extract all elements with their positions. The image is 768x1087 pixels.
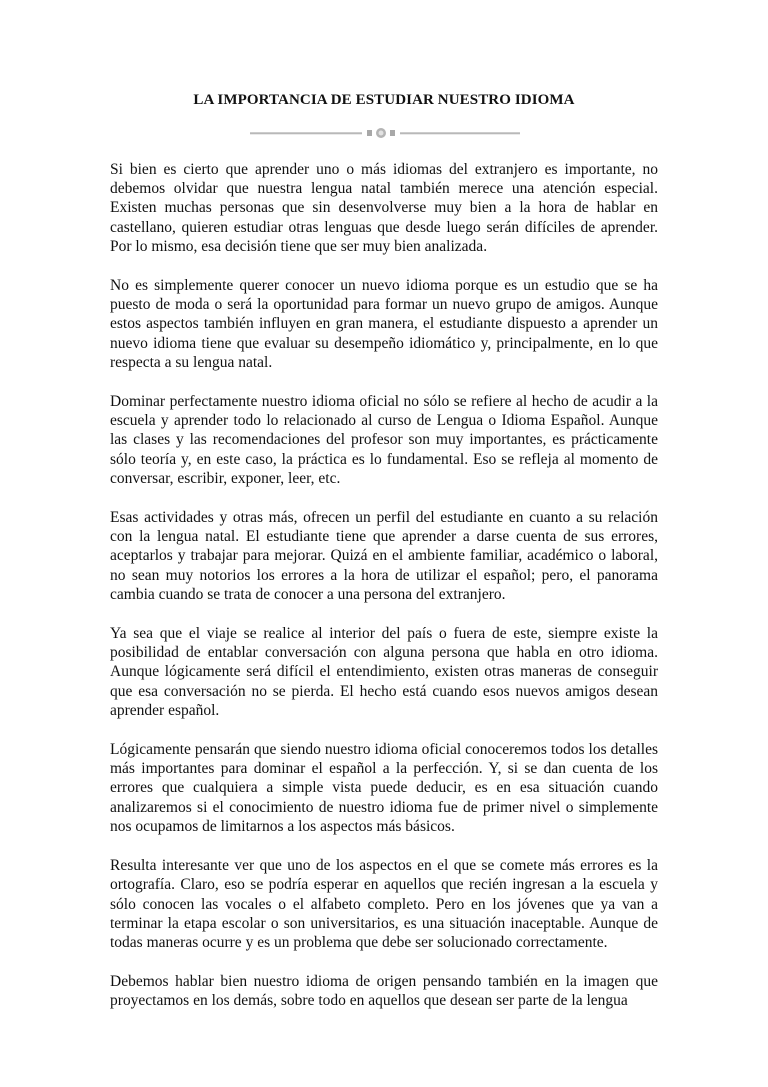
paragraph-7: Resulta interesante ver que uno de los aspectos en el que se comete más errores es la ortografía. Claro, eso se podría esperar en aquellos que recién ingresan a la escuela y sólo conocen las vocales o el alfabeto completo. Pero en los jóvenes que ya van a terminar la etapa escolar o son universitarios, es una situación inaceptable. Aunque de todas maneras ocurre y es un problema que debe ser solucionado correctamente.	[110, 857, 658, 951]
document-body	[110, 160, 658, 1031]
paragraph-5: Ya sea que el viaje se realice al interior del país o fuera de este, siempre existe la posibilidad de entablar conversación con alguna persona que habla en otro idioma. Aunque lógicamente será difícil el entendimiento, existen otras maneras de conseguir que esa conversación no se pierda. El hecho está cuando esos nuevos amigos desean aprender español.	[110, 625, 658, 719]
paragraph-4: Esas actividades y otras más, ofrecen un perfil del estudiante en cuanto a su relación con la lengua natal. El estudiante tiene que aprender a darse cuenta de sus errores, aceptarlos y trabajar para mejorar. Quizá en el ambiente familiar, académico o laboral, no sean muy notorios los errores a la hora de utilizar el español; pero, el panorama cambia cuando se trata de conocer a una persona del extranjero.	[110, 509, 658, 603]
paragraph-8: Debemos hablar bien nuestro idioma de origen pensando también en la imagen que proyectamos en los demás, sobre todo en aquellos que desean ser parte de la lengua	[110, 973, 658, 1010]
paragraph-2: No es simplemente querer conocer un nuevo idioma porque es un estudio que se ha puesto de moda o será la oportunidad para formar un nuevo grupo de amigos. Aunque estos aspectos también influyen en gran manera, el estudiante dispuesto a aprender un nuevo idioma tiene que evaluar su desempeño idiomático y, principalmente, en lo que respecta a su lengua natal.	[110, 277, 658, 371]
ornament-divider-icon	[250, 126, 520, 140]
paragraph-6: Lógicamente pensarán que siendo nuestro idioma oficial conoceremos todos los detalles más importantes para dominar el español a la perfección. Y, si se dan cuenta de los errores que cualquiera a simple vista puede deducir, es en esa situación cuando analizaremos si el conocimiento de nuestro idioma fue de primer nivel o simplemente nos ocupamos de limitarnos a los aspectos más básicos.	[110, 741, 658, 835]
paragraph-3: Dominar perfectamente nuestro idioma oficial no sólo se refiere al hecho de acudir a la escuela y aprender todo lo relacionado al curso de Lengua o Idioma Español. Aunque las clases y las recomendaciones del profesor son muy importantes, es prácticamente sólo teoría y, en este caso, la práctica es lo fundamental. Eso se refleja al momento de conversar, escribir, exponer, leer, etc.	[110, 393, 658, 487]
paragraph-1: Si bien es cierto que aprender uno o más idiomas del extranjero es importante, no debemos olvidar que nuestra lengua natal también merece una atención especial. Existen muchas personas que sin desenvolverse muy bien a la hora de hablar en castellano, quieren estudiar otras lenguas que desde luego serán difíciles de aprender. Por lo mismo, esa decisión tiene que ser muy bien analizada.	[110, 161, 658, 255]
document-title: LA IMPORTANCIA DE ESTUDIAR NUESTRO IDIOMA	[193, 92, 575, 108]
